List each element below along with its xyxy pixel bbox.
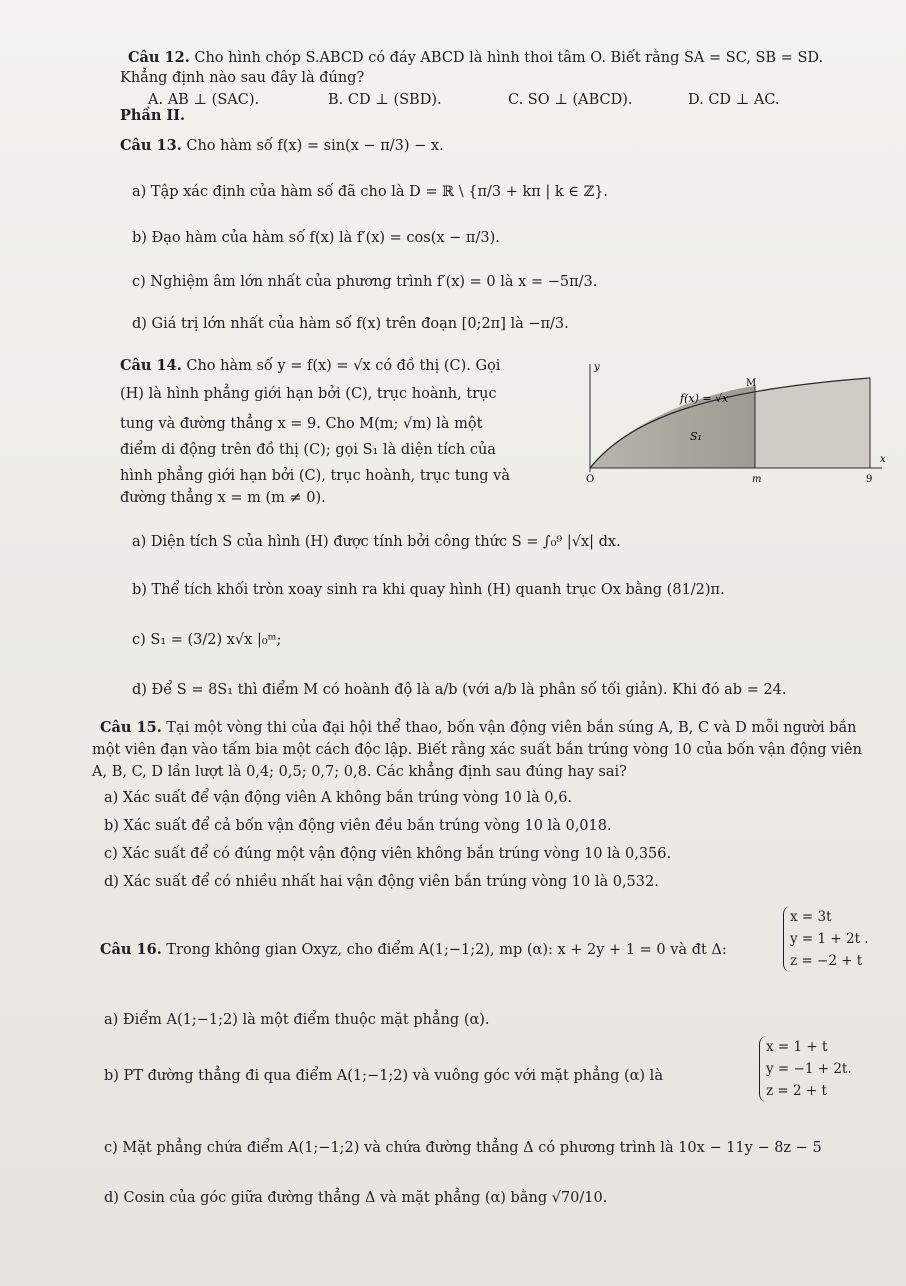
q15-statement-c: c) Xác suất để có đúng một vận động viên không bắn trúng vòng 10 là 0,356. [104,846,672,862]
q16-statement-a: a) Điểm A(1;−1;2) là một điểm thuộc mặt phẳng (α). [104,1012,490,1028]
q14-label: Câu 14. [120,357,182,374]
function-label: f(x) = √x [680,392,729,405]
q13-statement-c: c) Nghiệm âm lớn nhất của phương trình f′(x) = 0 là x = −5π/3. [132,274,598,290]
y-axis-label: y [594,362,600,373]
q14-line-3: tung và đường thẳng x = 9. Cho M(m; √m) là một [120,416,483,432]
q14-line-4: điểm di động trên đồ thị (C); gọi S₁ là diện tích của [120,442,496,458]
q14-line-6: đường thẳng x = m (m ≠ 0). [120,490,326,506]
q15-statement-d: d) Xác suất để có nhiều nhất hai vận động viên bắn trúng vòng 10 là 0,532. [104,874,659,890]
q12-option-d: D. CD ⊥ AC. [688,92,780,108]
q12-option-b: B. CD ⊥ (SBD). [328,92,442,108]
q15-statement-a: a) Xác suất để vận động viên A không bắn trúng vòng 10 là 0,6. [104,790,573,806]
q15-line-1: Câu 15. Tại một vòng thi của đại hội thể thao, bốn vận động viên bắn súng A, B, C và D mỗi người bắn [100,719,857,736]
q16-label: Câu 16. [100,941,162,958]
q16-statement-c: c) Mặt phẳng chứa điểm A(1;−1;2) và chứa đường thẳng Δ có phương trình là 10x − 11y − 8z − 5 [104,1140,822,1156]
q13-statement-b: b) Đạo hàm của hàm số f(x) là f′(x) = cos(x − π/3). [132,230,500,246]
q14-line-5: hình phẳng giới hạn bởi (C), trục hoành, trục tung và [120,468,510,484]
q16-statement-b: b) PT đường thẳng đi qua điểm A(1;−1;2) và vuông góc với mặt phẳng (α) là [104,1068,663,1084]
q15-line-3: A, B, C, D lần lượt là 0,4; 0,5; 0,7; 0,8. Các khẳng định sau đúng hay sai? [92,764,627,780]
q14-line-1: Câu 14. Cho hàm số y = f(x) = √x có đồ thị (C). Gọi [120,357,501,374]
delta-eq-z: z = −2 + t [790,953,863,969]
m-tick-label: m [752,474,762,485]
q12-option-a: A. AB ⊥ (SAC). [148,92,260,108]
sqrt-function-graph [570,360,890,490]
q14-statement-c: c) S₁ = (3/2) x√x |₀ᵐ; [132,632,282,648]
q14-statement-b: b) Thể tích khối tròn xoay sinh ra khi quay hình (H) quanh trục Ox bằng (81/2)π. [132,582,725,598]
q13-statement-d: d) Giá trị lớn nhất của hàm số f(x) trên đoạn [0;2π] là −π/3. [132,316,569,332]
q16-text: Câu 16. Trong không gian Oxyz, cho điểm A(1;−1;2), mp (α): x + 2y + 1 = 0 và đt Δ: [100,941,727,958]
q15-statement-b: b) Xác suất để cả bốn vận động viên đều bắn trúng vòng 10 là 0,018. [104,818,612,834]
q15-label: Câu 15. [100,719,162,736]
nine-tick-label: 9 [866,474,873,485]
b-eq-y: y = −1 + 2t. [766,1061,852,1077]
origin-label: O [586,474,595,485]
b-eq-z: z = 2 + t [766,1083,827,1099]
q13-label: Câu 13. [120,137,182,154]
q14-line-2: (H) là hình phẳng giới hạn bởi (C), trục hoành, trục [120,386,497,402]
q12-label: Câu 12. [128,49,190,66]
q12-ask: Khẳng định nào sau đây là đúng? [120,70,365,86]
s1-label: S₁ [690,430,702,443]
q13-statement-a: a) Tập xác định của hàm số đã cho là D = ℝ \ {π/3 + kπ | k ∈ ℤ}. [132,184,609,200]
q12-option-c: C. SO ⊥ (ABCD). [508,92,633,108]
region-s1 [590,386,755,468]
b-eq-x: x = 1 + t [766,1039,828,1055]
q15-line-2: một viên đạn vào tấm bia một cách độc lập. Biết rằng xác suất bắn trúng vòng 10 của bốn vận động viên [92,742,862,758]
part-heading: Phần II. [120,107,186,124]
q16-statement-d: d) Cosin của góc giữa đường thẳng Δ và mặt phẳng (α) bằng √70/10. [104,1190,608,1206]
delta-eq-x: x = 3t [790,909,832,925]
q14-statement-d: d) Để S = 8S₁ thì điểm M có hoành độ là a/b (với a/b là phân số tối giản). Khi đó ab = 24. [132,682,787,698]
q14-statement-a: a) Diện tích S của hình (H) được tính bởi công thức S = ∫₀⁹ |√x| dx. [132,534,621,550]
delta-system [780,906,869,972]
b-line-system [756,1036,852,1102]
q13-text: Câu 13. Cho hàm số f(x) = sin(x − π/3) − x. [120,137,444,154]
point-m-label: M [746,378,757,389]
delta-eq-y: y = 1 + 2t . [790,931,869,947]
q12-text: Câu 12. Cho hình chóp S.ABCD có đáy ABCD là hình thoi tâm O. Biết rằng SA = SC, SB = SD. [128,49,824,66]
x-axis-label: x [880,454,886,465]
